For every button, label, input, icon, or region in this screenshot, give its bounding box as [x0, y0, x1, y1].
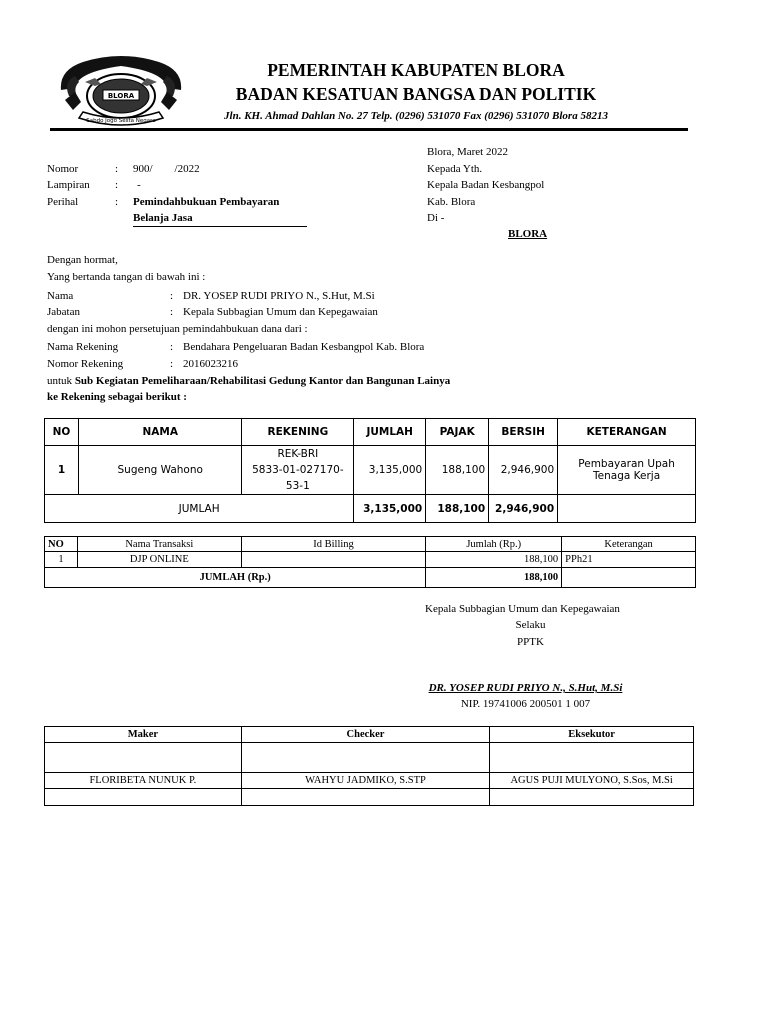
total-label: JUMLAH: [45, 495, 354, 523]
total-pajak: 188,100: [426, 495, 489, 523]
header-address: Jln. KH. Ahmad Dahlan No. 27 Telp. (0296) 531070 Fax (0296) 531070 Blora 58213: [224, 110, 608, 122]
destination-intro: ke Rekening sebagai berikut :: [47, 391, 187, 403]
nama-label: Nama: [47, 290, 74, 302]
cell-pajak: 188,100: [426, 446, 489, 495]
table-row: [45, 446, 696, 495]
recipient-line-1: Kepada Yth.: [427, 163, 483, 175]
transfer-table: [44, 418, 696, 523]
emblem-inner-text: BLORA: [107, 92, 135, 100]
col-header-no: NO: [45, 419, 79, 446]
tax-cell-no: 1: [45, 552, 78, 568]
jabatan-value: Kepala Subbagian Umum dan Kepegawaian: [183, 306, 378, 318]
perihal-line-2: Belanja Jasa: [133, 212, 193, 224]
account-name-label: Nama Rekening: [47, 341, 119, 353]
jabatan-colon: :: [170, 306, 174, 318]
approval-header-eksekutor: Eksekutor: [490, 727, 694, 743]
recipient-line-3: Kab. Blora: [427, 196, 476, 208]
total-keterangan: [558, 495, 696, 523]
tax-cell-jumlah: 188,100: [426, 552, 562, 568]
cell-keterangan: Pembayaran Upah Tenaga Kerja: [558, 446, 696, 495]
signer-name: DR. YOSEP RUDI PRIYO N., S.Hut, M.Si: [428, 682, 623, 694]
maker-empty-cell: [45, 789, 242, 806]
cell-rekening-number: 5833-01-027170-53-1: [252, 464, 344, 492]
greeting: Dengan hormat,: [47, 254, 118, 266]
tax-total-row: [45, 568, 696, 588]
nama-colon: :: [170, 290, 174, 302]
perihal-line-1: Pemindahbukuan Pembayaran: [133, 196, 280, 208]
checker-signature-cell: [241, 743, 490, 773]
col-header-keterangan: KETERANGAN: [558, 419, 696, 446]
col-header-rekening: REKENING: [242, 419, 354, 446]
maker-name: FLORIBETA NUNUK P.: [45, 773, 242, 789]
lampiran-label: Lampiran: [47, 179, 90, 191]
approval-header-checker: Checker: [241, 727, 490, 743]
tax-col-keterangan: Keterangan: [562, 537, 696, 552]
account-number-label: Nomor Rekening: [47, 358, 124, 370]
signer-selaku: Selaku: [515, 619, 546, 631]
perihal-underline: [133, 226, 307, 227]
approval-header-maker: Maker: [45, 727, 242, 743]
approval-table: [44, 726, 694, 806]
nomor-label: Nomor: [47, 163, 79, 175]
perihal-colon: :: [115, 196, 119, 208]
recipient-line-4: Di -: [427, 212, 445, 224]
cell-nama: Sugeng Wahono: [78, 446, 242, 495]
checker-name: WAHYU JADMIKO, S.STP: [241, 773, 490, 789]
tax-total-keterangan: [562, 568, 696, 588]
tax-col-id: Id Billing: [241, 537, 426, 552]
header-divider: [50, 128, 688, 131]
recipient-city: BLORA: [508, 228, 548, 240]
col-header-nama: NAMA: [78, 419, 242, 446]
col-header-jumlah: JUMLAH: [354, 419, 426, 446]
purpose-activity: Sub Kegiatan Pemeliharaan/Rehabilitasi Gedung Kantor dan Bangunan Lainya: [74, 375, 451, 387]
col-header-pajak: PAJAK: [426, 419, 489, 446]
tax-total-value: 188,100: [426, 568, 562, 588]
intro-text: Yang bertanda tangan di bawah ini :: [47, 271, 206, 283]
eksekutor-name: AGUS PUJI MULYONO, S.Sos, M.Si: [490, 773, 694, 789]
account-name-value: Bendahara Pengeluaran Badan Kesbangpol Kab. Blora: [183, 341, 425, 353]
maker-signature-cell: [45, 743, 242, 773]
header-title-2: BADAN KESATUAN BANGSA DAN POLITIK: [235, 84, 597, 104]
tax-col-nama: Nama Transaksi: [77, 537, 241, 552]
table-row: [45, 552, 696, 568]
eksekutor-signature-cell: [490, 743, 694, 773]
account-name-colon: :: [170, 341, 174, 353]
perihal-label: Perihal: [47, 196, 79, 208]
tax-cell-nama: DJP ONLINE: [77, 552, 241, 568]
tax-table: [44, 536, 696, 588]
tax-col-jumlah: Jumlah (Rp.): [426, 537, 562, 552]
request-text: dengan ini mohon persetujuan pemindahbukuan dana dari :: [47, 323, 308, 335]
eksekutor-empty-cell: [490, 789, 694, 806]
lampiran-colon: :: [115, 179, 119, 191]
col-header-bersih: BERSIH: [489, 419, 558, 446]
total-bersih: 2,946,900: [489, 495, 558, 523]
nama-value: DR. YOSEP RUDI PRIYO N., S.Hut, M.Si: [183, 290, 375, 302]
cell-rekening: [242, 446, 354, 495]
tax-total-label: JUMLAH (Rp.): [45, 568, 426, 588]
tax-col-no: NO: [45, 537, 78, 552]
total-row: [45, 495, 696, 523]
place-date: Blora, Maret 2022: [427, 146, 508, 158]
account-number-value: 2016023216: [183, 358, 238, 370]
cell-bersih: 2,946,900: [489, 446, 558, 495]
jabatan-label: Jabatan: [47, 306, 80, 318]
signer-nip: NIP. 19741006 200501 1 007: [460, 698, 591, 710]
total-jumlah: 3,135,000: [354, 495, 426, 523]
cell-jumlah: 3,135,000: [354, 446, 426, 495]
header-title-1: PEMERINTAH KABUPATEN BLORA: [267, 60, 565, 80]
purpose-text: [47, 375, 450, 387]
nomor-colon: :: [115, 163, 119, 175]
emblem-ribbon-text: Sabdo Jogo Sesta Negara: [86, 118, 156, 124]
tax-cell-keterangan: PPh21: [562, 552, 696, 568]
cell-no: 1: [45, 446, 79, 495]
nomor-value: 900/ /2022: [133, 163, 200, 175]
checker-empty-cell: [241, 789, 490, 806]
account-number-colon: :: [170, 358, 174, 370]
tax-cell-id: [241, 552, 426, 568]
signer-role: PPTK: [517, 636, 544, 648]
lampiran-value: -: [137, 179, 141, 191]
recipient-line-2: Kepala Badan Kesbangpol: [427, 179, 545, 191]
purpose-prefix: untuk: [47, 375, 75, 387]
cell-rekening-bank: REK-BRI: [277, 448, 319, 460]
signer-position: Kepala Subbagian Umum dan Kepegawaian: [425, 603, 620, 615]
